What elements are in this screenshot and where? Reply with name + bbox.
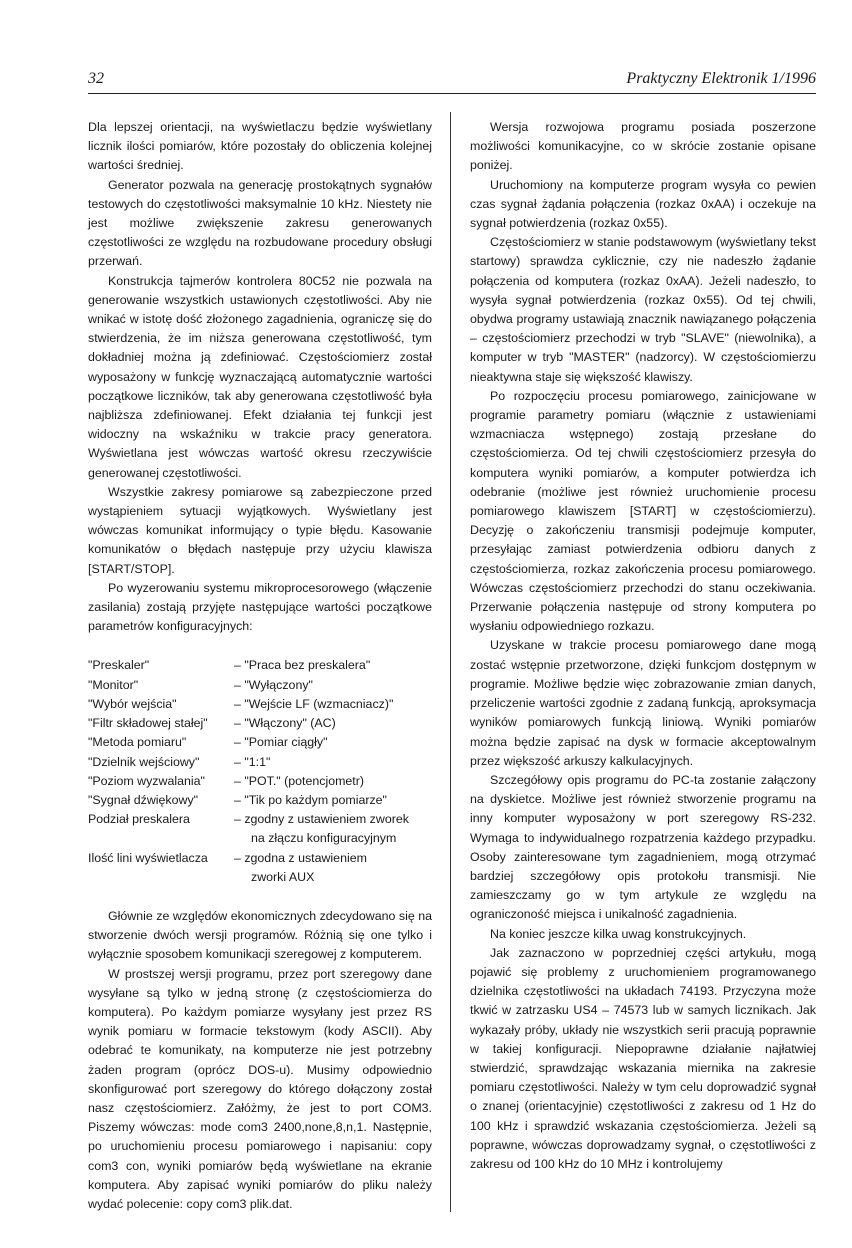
paragraph: Na koniec jeszcze kilka uwag konstrukcyjnych. [490,926,747,941]
param-key: "Filtr składowej stałej" [88,716,208,731]
left-column [88,118,432,1214]
paragraph: Generator pozwala na generację prostokątnych sygnałów testowych do częstotliwości maksymalnie 10 kHz. Niestety nie jest możliwe zwiększenie zakresu generowanych częstotliwości ze względu na rozbudowane procedury obsługi przerwań. [88,177,432,269]
param-value: – zgodny z ustawieniem zworek na złączu konfiguracyjnym [234,810,432,848]
paragraph: Wersja rozwojowa programu posiada poszerzone możliwości komunikacyjne, co w skrócie zostanie opisane poniżej. [470,120,816,173]
right-column [470,118,816,1174]
header-rule [88,93,816,94]
paragraph: Częstościomierz w stanie podstawowym (wyświetlany tekst startowy) sprawdza cyklicznie, czy nie nadeszło żądanie połączenia od komputera (rozkaz 0xAA). Jeżeli nadeszło, to wysyła sygnał potwierdzenia (rozkaz 0x55). Od tej chwili, obydwa programy ustawiają znacznik nawiązanego połączenia – częstościomierz przechodzi w tryb "SLAVE" (niewolnika), a komputer w tryb "MASTER" (nadzorcy). W częstościomierzu nieaktywna staje się większość klawiszy. [470,235,816,384]
param-value: – "Wejście LF (wzmacniacz)" [234,696,394,711]
paragraph: Po rozpoczęciu procesu pomiarowego, zainicjowane w programie parametry pomiaru (włącznie z ustawieniami wzmacniacza wstępnego) zostają przesłane do częstościomierza. Od tej chwili częstościomierz przesyła do komputera wyniki pomiarów, a komputer potwierdza ich odebranie (możliwe jest również uruchomienie procesu pomiarowego klawiszem [START] w częstościomierzu). Decyzję o zakończeniu transmisji podejmuje komputer, przesyłając zamiast potwierdzenia odbioru danych z częstościomierza, rozkaz zakończenia procesu pomiarowego. Wówczas częstościomierz przechodzi do stanu oczekiwania. Przerwanie połączenia następuje od strony komputera po wysłaniu odpowiedniego rozkazu. [470,388,816,634]
paragraph: Głównie ze względów ekonomicznych zdecydowano się na stworzenie dwóch wersji programów. Różnią się one tylko i wyłącznie sposobem komunikacji szeregowej z komputerem. [88,908,432,962]
param-row [88,676,432,695]
param-row [88,849,432,887]
param-key: Podział preskalera [88,812,190,827]
paragraph: Dla lepszej orientacji, na wyświetlaczu będzie wyświetlany licznik ilości pomiarów, które pozostały do obliczenia kolejnej wartości średniej. [88,120,432,173]
param-key: "Preskaler" [88,658,150,673]
param-value: – "1:1" [234,754,271,769]
param-row [88,695,432,714]
column-divider [450,112,451,1212]
paragraph: Wszystkie zakresy pomiarowe są zabezpieczone przed wystąpieniem sytuacji wyjątkowych. Wyświetlany jest wówczas komunikat informujący o typie błędu. Kasowanie komunikatów o błędach następuje przy użyciu klawisza [START/STOP]. [88,484,432,576]
param-row [88,772,432,791]
param-value: – "Praca bez preskalera" [234,658,371,673]
param-row [88,656,432,675]
param-key: "Sygnał dźwiękowy" [88,792,199,807]
journal-title: Praktyczny Elektronik 1/1996 [626,70,816,87]
param-key: "Poziom wyzwalania" [88,773,205,788]
paragraph: Uzyskane w trakcie procesu pomiarowego dane mogą zostać wstępnie przetworzone, dzięki funkcjom dostępnym w programie. Możliwe będzie więc zobrazowanie zmian danych, przeliczenie wartości zgodnie z zadaną funkcją, aproksymacja wyników pomiarowych funkcją liniową. Wyniki pomiarów można będzie zapisać na dysk w formacie akceptowalnym przez większość arkuszy kalkulacyjnych. [470,638,816,768]
paragraph: W prostszej wersji programu, przez port szeregowy dane wysyłane są tylko w jedną stronę (z częstościomierza do komputera). Po każdym pomiarze wysyłany jest przez RS wynik pomiaru w formacie tekstowym (kody ASCII). Aby odebrać te komunikaty, na komputerze nie jest potrzebny żaden program (oprócz DOS-u). Musimy odpowiednio skonfigurować port szeregowy do którego dołączony został nasz częstościomierz. Załóżmy, że jest to port COM3. Piszemy wówczas: mode com3 2400,none,8,n,1. Następnie, po uruchomieniu procesu pomiarowego i napisaniu: copy com3 con, wyniki pomiarów będą wyświetlane na ekranie komputera. Aby zapisać wyniki pomiarów do pliku należy wydać polecenie: copy com3 plik.dat. [88,966,432,1211]
param-row [88,753,432,772]
param-value: – zgodna z ustawieniem zworki AUX [234,849,432,887]
param-key: "Dzielnik wejściowy" [88,754,200,769]
param-value-continued: zworki AUX [251,869,315,884]
param-key: "Monitor" [88,677,139,692]
param-row [88,810,432,848]
paragraph: Konstrukcja tajmerów kontrolera 80C52 nie pozwala na generowanie wszystkich ustawionych częstotliwości. Aby nie wnikać w istotę dość złożonego zagadnienia, ograniczę się do stwierdzenia, że im niższa generowana częstotliwość, tym dokładniej można ją zdefiniować. Częstościomierz został wyposażony w funkcję wyznaczającą automatycznie wartości początkowe liczników, tak aby generowana częstotliwość była najbliższa zdefiniowanej. Efekt działania tej funkcji jest widoczny na wskaźniku w trakcie pracy generatora. Wyświetlana jest wówczas wartość okresu rzeczywiście generowanej częstotliwości. [88,273,432,480]
paragraph: Uruchomiony na komputerze program wysyła co pewien czas sygnał żądania połączenia (rozkaz 0xAA) i oczekuje na sygnał potwierdzenia (rozkaz 0x55). [470,177,816,231]
paragraph: Po wyzerowaniu systemu mikroprocesorowego (włączenie zasilania) zostają przyjęte następujące wartości początkowe parametrów konfiguracyjnych: [88,580,432,634]
page-header [88,66,816,90]
param-key: Ilość lini wyświetlacza [88,850,208,865]
param-value: – "POT." (potencjometr) [234,773,364,788]
paragraph: Szczegółowy opis programu do PC-ta zostanie załączony na dyskietce. Możliwe jest również stworzenie programu na inny komputer wyposażony w port szeregowy RS-232. Wymaga to indywidualnego rozpatrzenia każdego przypadku. Osoby zainteresowane tym zagadnieniem, mogą otrzymać bardziej szczegółowy opis protokołu transmisji. Nie zamieszczamy go w tym artykule ze względu na ograniczoność miejsca i unikalność zagadnienia. [470,772,816,922]
param-value: – "Wyłączony" [234,677,313,692]
paragraph: Jak zaznaczono w poprzedniej części artykułu, mogą pojawić się problemy z uruchomieniem programowanego dzielnika częstotliwości na układach 74193. Przyczyna może tkwić w zatrzasku US4 – 74573 lub w samych licznikach. Jak wykazały próby, układy nie wszystkich serii pracują poprawnie w takiej konfiguracji. Niepoprawne działanie najłatwiej stwierdzić, sprawdzając wskazania miernika na zakresie pomiaru częstotliwości. Należy w tym celu doprowadzić sygnał o znanej (orientacyjnie) częstotliwości z zakresu od 1 Hz do 100 kHz i sprawdzić wskazania częstościomierza. Jeżeli są poprawne, wówczas doprowadzamy sygnał, o częstotliwości z zakresu od 100 kHz do 10 MHz i kontrolujemy [470,945,816,1171]
param-value-continued: na złączu konfiguracyjnym [251,831,397,846]
param-key: "Metoda pomiaru" [88,735,187,750]
param-row [88,791,432,810]
param-row [88,714,432,733]
param-row [88,733,432,752]
param-value: – "Pomiar ciągły" [234,735,328,750]
param-value: – "Włączony" (AC) [234,716,336,731]
page-number: 32 [88,70,104,87]
param-value: – "Tik po każdym pomiarze" [234,792,387,807]
param-key: "Wybór wejścia" [88,696,177,711]
default-parameters-list [88,656,432,886]
